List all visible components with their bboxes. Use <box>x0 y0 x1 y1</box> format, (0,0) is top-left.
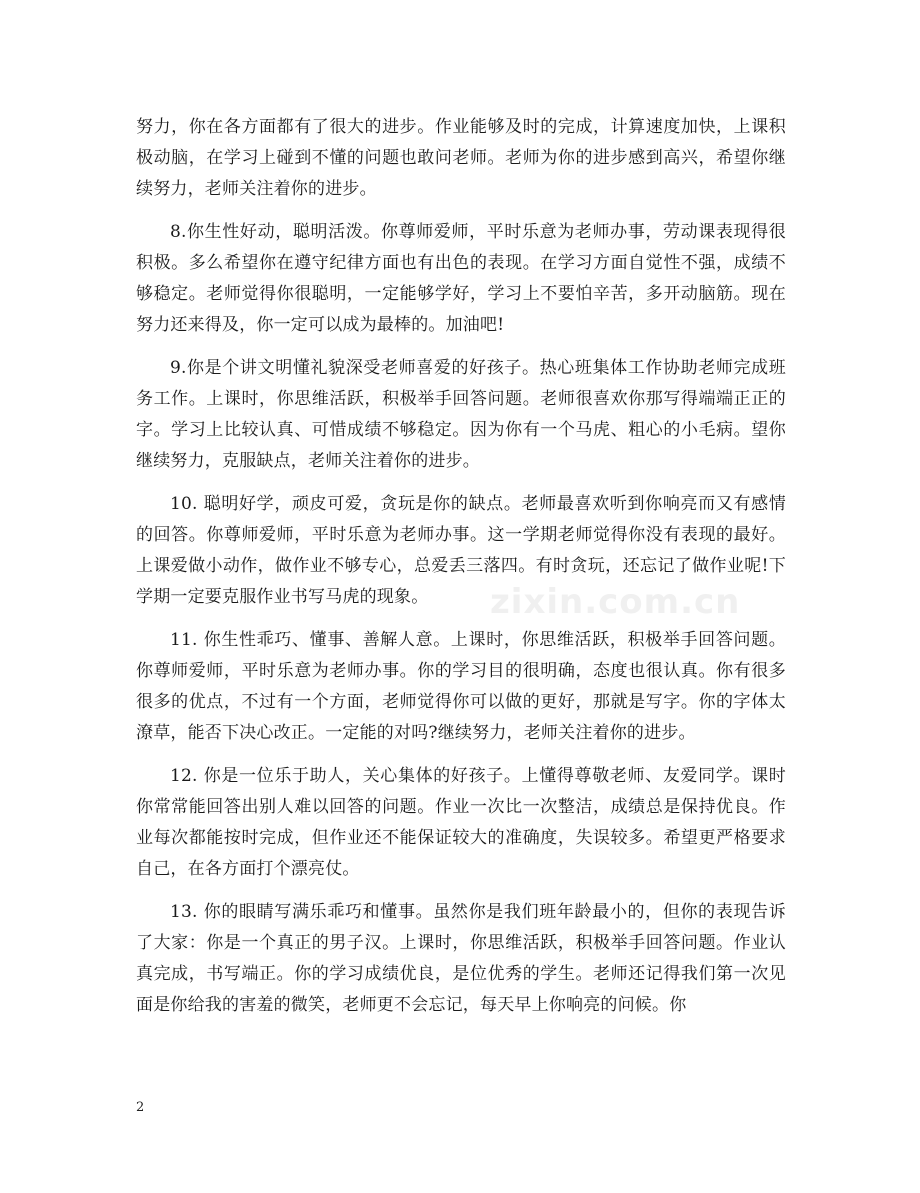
paragraph-comment-11: 11. 你生性乖巧、懂事、善解人意。上课时，你思维活跃，积极举手回答问题。你尊师爱师，平时乐意为老师办事。你的学习目的很明确，态度也很认真。你有很多很多的优点，不过有一个方面，老师觉得你可以做的更好，那就是写字。你的字体太潦草，能否下决心改正。一定能的对吗?继续努力，老师关注着你的进步。 <box>136 630 786 743</box>
page-number: 2 <box>136 1100 145 1115</box>
paragraph-comment-10: 10. 聪明好学，顽皮可爱，贪玩是你的缺点。老师最喜欢听到你响亮而又有感情的回答。你尊师爱师，平时乐意为老师办事。这一学期老师觉得你没有表现的最好。上课爱做小动作，做作业不够专心，总爱丢三落四。有时贪玩，还忘记了做作业呢!下学期一定要克服作业书写马虎的现象。 <box>136 494 786 607</box>
paragraph-comment-12: 12. 你是一位乐于助人，关心集体的好孩子。上懂得尊敬老师、友爱同学。课时你常常能回答出别人难以回答的问题。作业一次比一次整洁，成绩总是保持优良。作业每次都能按时完成，但作业还不能保证较大的准确度，失误较多。希望更严格要求自己，在各方面打个漂亮仗。 <box>136 766 786 879</box>
document-body <box>136 112 786 1033</box>
paragraph-comment-8: 8.你生性好动，聪明活泼。你尊师爱师，平时乐意为老师办事，劳动课表现得很积极。多么希望你在遵守纪律方面也有出色的表现。在学习方面自觉性不强，成绩不够稳定。老师觉得你很聪明，一定能够学好，学习上不要怕辛苦，多开动脑筋。现在努力还来得及，你一定可以成为最棒的。加油吧! <box>136 222 786 335</box>
site-watermark: zixin.com.cn <box>490 582 741 622</box>
paragraph-continuation: 努力，你在各方面都有了很大的进步。作业能够及时的完成，计算速度加快，上课积极动脑，在学习上碰到不懂的问题也敢问老师。老师为你的进步感到高兴，希望你继续努力，老师关注着你的进步。 <box>136 117 786 199</box>
paragraph-comment-9: 9.你是个讲文明懂礼貌深受老师喜爱的好孩子。热心班集体工作协助老师完成班务工作。上课时，你思维活跃，积极举手回答问题。老师很喜欢你那写得端端正正的字。学习上比较认真、可惜成绩不够稳定。因为你有一个马虎、粗心的小毛病。望你继续努力，克服缺点，老师关注着你的进步。 <box>136 358 786 471</box>
paragraph-comment-13: 13. 你的眼睛写满乐乖巧和懂事。虽然你是我们班年龄最小的，但你的表现告诉了大家：你是一个真正的男子汉。上课时，你思维活跃，积极举手回答问题。作业认真完成，书写端正。你的学习成绩优良，是位优秀的学生。老师还记得我们第一次见面是你给我的害羞的微笑，老师更不会忘记，每天早上你响亮的问候。你 <box>136 902 786 1015</box>
